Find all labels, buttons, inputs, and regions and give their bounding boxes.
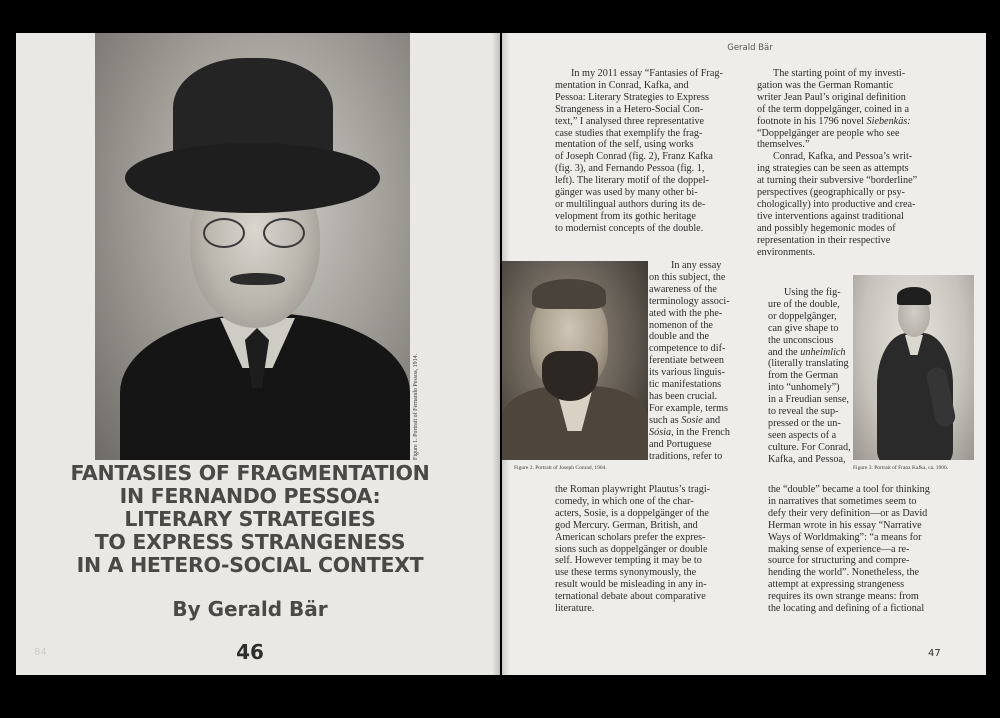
conrad-beard: [542, 351, 598, 401]
text-fragment: such as: [649, 414, 682, 426]
text-line: Herman wrote in his essay “Narrative: [768, 519, 922, 531]
text-line: mentation in Conrad, Kafka, and: [555, 79, 689, 91]
text-line: velopment from its gothic heritage: [555, 210, 696, 222]
page-number-right: 47: [928, 648, 941, 659]
kafka-portrait-photo: [853, 275, 974, 460]
text-line: has been crucial.: [649, 390, 718, 402]
text-line: tive interventions against traditional: [757, 210, 904, 222]
text-line: ing strategies can be seen as attempts: [757, 163, 909, 175]
text-line: in narratives that sometimes seem to: [768, 495, 917, 507]
text-line: In my 2011 essay “Fantasies of Frag-: [571, 68, 723, 79]
text-line: of Joseph Conrad (fig. 2), Franz Kafka: [555, 151, 713, 163]
text-line: In any essay: [671, 260, 722, 271]
text-line: literature.: [555, 603, 595, 615]
title-line: LITERARY STRATEGIES: [124, 507, 376, 531]
text-line: “Doppelgänger are people who see: [757, 127, 900, 139]
text-line: result would be misleading in any in-: [555, 579, 707, 591]
text-fragment: , in the French: [671, 426, 730, 438]
text-line: source for structuring and compre-: [768, 555, 910, 567]
title-line: TO EXPRESS STRANGENESS: [94, 530, 406, 554]
text-line: pressed or the un-: [768, 417, 841, 429]
text-line: god Mercury. German, British, and: [555, 519, 698, 531]
figure2-caption: Figure 2. Portrait of Joseph Conrad, 1904.: [514, 465, 607, 471]
running-head: Gerald Bär: [727, 43, 773, 53]
text-line: Kafka, and Pessoa,: [768, 453, 846, 465]
text-line: Ways of Worldmaking”: “a means for: [768, 531, 922, 543]
text-line: competence to dif-: [649, 343, 726, 355]
text-line: [649, 427, 749, 439]
pessoa-mustache: [230, 273, 285, 285]
text-line: attempt at expressing strangeness: [768, 579, 905, 591]
text-line: [649, 415, 749, 427]
kafka-hair: [897, 287, 931, 305]
text-line: (literally translating: [768, 358, 849, 370]
column-a-wrap: [649, 260, 749, 462]
text-line: the unconscious: [768, 334, 834, 346]
article-title: [40, 462, 460, 577]
pessoa-glasses-right: [263, 218, 305, 248]
text-line: the Roman playwright Plautus’s tragi-: [555, 484, 711, 495]
text-line: self. However tempting it may be to: [555, 555, 702, 567]
text-line: and Portuguese: [649, 438, 712, 450]
text-line: gänger was used by many other bi-: [555, 187, 698, 199]
text-line: [768, 347, 858, 359]
text-line: (fig. 3), and Fernando Pessoa (fig. 1,: [555, 163, 705, 175]
text-line: Pessoa: Literary Strategies to Express: [555, 91, 709, 103]
pessoa-hat-brim: [125, 143, 380, 213]
text-line: on this subject, the: [649, 271, 726, 283]
text-line: ure of the double,: [768, 298, 840, 310]
text-line: text,” I analysed three representative: [555, 115, 705, 127]
text-line: [757, 116, 957, 128]
text-line: defy their very definition—or as David: [768, 507, 928, 519]
text-line: nomenon of the: [649, 319, 713, 331]
text-line: the “double” became a tool for thinking: [768, 484, 930, 495]
text-line: left). The literary motif of the doppel-: [555, 175, 709, 187]
text-line: or multilingual authors during its de-: [555, 198, 706, 210]
show-through-page-number: 84: [34, 647, 47, 658]
text-line: acters, Sosie, is a doppelgänger of the: [555, 507, 709, 519]
column-b-wrap: [768, 287, 858, 466]
text-line: ated with the phe-: [649, 307, 723, 319]
column-b-bottom: [768, 484, 963, 615]
text-line: environments.: [757, 246, 816, 258]
text-line: American scholars prefer the expres-: [555, 531, 706, 543]
text-line: and possibly hegemonic modes of: [757, 222, 896, 234]
text-line: seen aspects of a: [768, 429, 837, 441]
text-line: traditions, refer to: [649, 450, 723, 462]
text-line: hending the world”. Nonetheless, the: [768, 567, 920, 579]
text-fragment: footnote in his 1796 novel: [757, 115, 867, 127]
italic-title-siebenkas: Siebenkäs:: [866, 115, 911, 127]
pessoa-portrait-photo: [95, 33, 410, 460]
text-line: representation in their respective: [757, 234, 891, 246]
conrad-hair: [532, 279, 606, 309]
text-line: comedy, in which one of the char-: [555, 495, 694, 507]
conrad-portrait-photo: [502, 261, 648, 460]
text-fragment: and: [702, 414, 721, 426]
text-line: sions such as doppelgänger or double: [555, 543, 708, 555]
text-line: from the German: [768, 370, 839, 382]
text-line: Strangeness in a Hetero-Social Con-: [555, 103, 704, 115]
text-line: Using the fig-: [784, 287, 841, 298]
text-line: awareness of the: [649, 283, 717, 295]
text-line: double and the: [649, 331, 709, 343]
italic-term-sosia: Sósia: [649, 426, 672, 438]
italic-term-unheimlich: unheimlich: [800, 346, 846, 358]
text-line: to reveal the sup-: [768, 406, 839, 418]
text-line: gation was the German Romantic: [757, 79, 894, 91]
text-line: For example, terms: [649, 402, 728, 414]
text-line: writer Jean Paul’s original definition: [757, 91, 906, 103]
text-line: requires its own strange means: from: [768, 591, 919, 603]
text-line: chologically) into productive and crea-: [757, 198, 916, 210]
text-line: case studies that exemplify the frag-: [555, 127, 703, 139]
figure3-caption: Figure 3. Portrait of Franz Kafka, ca. 1906.: [853, 465, 949, 471]
text-line: ferentiate between: [649, 355, 724, 367]
text-line: the locating and defining of a fictional: [768, 603, 925, 615]
text-line: mentation of the self, using works: [555, 139, 694, 151]
title-line: FANTASIES OF FRAGMENTATION: [70, 461, 430, 485]
title-line: IN FERNANDO PESSOA:: [119, 484, 381, 508]
title-line: IN A HETERO-SOCIAL CONTEXT: [76, 553, 424, 577]
text-line: of the term doppelgänger, coined in a: [757, 103, 910, 115]
pessoa-glasses-left: [203, 218, 245, 248]
page-number-left: 46: [236, 640, 264, 664]
figure1-caption: Figure 1. Portrait of Fernando Pessoa, 1914.: [413, 353, 419, 460]
column-a-top: [555, 68, 745, 235]
article-byline: By Gerald Bär: [172, 597, 328, 621]
text-line: can give shape to: [768, 322, 839, 334]
text-line: into “unhomely”): [768, 382, 840, 394]
text-line: to modernist concepts of the double.: [555, 222, 704, 234]
text-line: or doppelgänger,: [768, 310, 837, 322]
text-line: terminology associ-: [649, 295, 730, 307]
text-line: The starting point of my investi-: [773, 68, 906, 79]
column-a-bottom: [555, 484, 745, 615]
italic-term-sosie: Sosie: [681, 414, 703, 426]
text-line: themselves.”: [757, 139, 810, 151]
text-line: tic manifestations: [649, 379, 722, 391]
text-line: use these terms synonymously, the: [555, 567, 697, 579]
text-line: its various linguis-: [649, 367, 725, 379]
text-line: at turning their subversive “borderline”: [757, 175, 918, 187]
text-line: Conrad, Kafka, and Pessoa’s writ-: [773, 151, 913, 163]
text-line: culture. For Conrad,: [768, 441, 851, 453]
text-line: perspectives (geographically or psy-: [757, 187, 905, 199]
text-fragment: and the: [768, 346, 801, 358]
text-line: making sense of experience—a re-: [768, 543, 910, 555]
column-b-top: [757, 68, 957, 259]
text-line: ternational debate about comparative: [555, 591, 706, 603]
text-line: in a Freudian sense,: [768, 394, 849, 406]
